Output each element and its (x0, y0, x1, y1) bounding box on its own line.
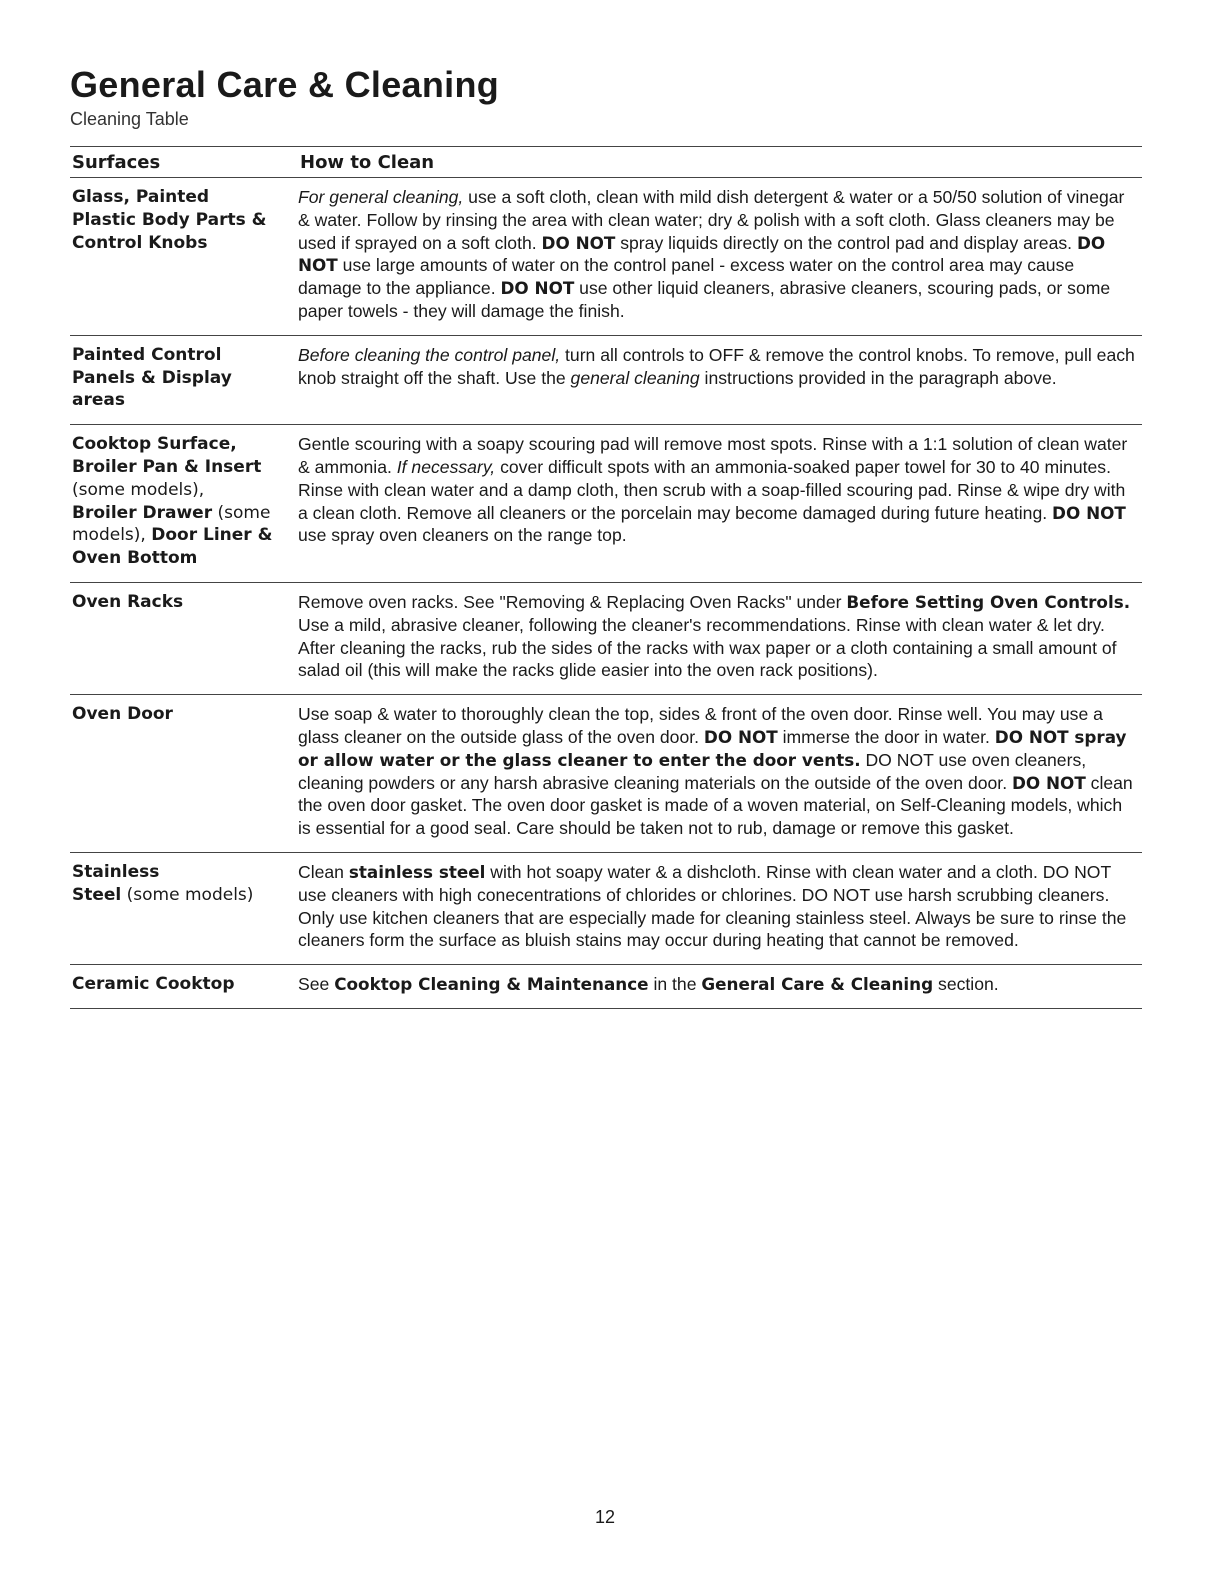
cleaning-table (70, 146, 1142, 1009)
text-segment: Door Liner & (151, 525, 273, 546)
surface-cell (70, 973, 298, 996)
text-segment: Broiler Pan & Insert (72, 456, 262, 477)
text-segment: use large amounts of water on the control panel - excess water on the control area may cause damage to the appliance. (298, 255, 1075, 299)
text-segment: immerse the door in water. (777, 726, 995, 747)
text-segment: Remove oven racks. See "Removing & Replacing Oven Racks" under (298, 591, 847, 612)
text-segment: Cooktop Surface, (72, 434, 237, 455)
table-row (70, 695, 1142, 853)
text-segment: turn all controls to OFF & remove the control knobs. To remove, pull each knob straight off the shaft. Use the (298, 344, 1135, 388)
text-segment: General Care & Cleaning (701, 974, 934, 995)
table-row (70, 336, 1142, 425)
text-segment: instructions provided in the paragraph above. (699, 367, 1057, 388)
text-segment: Gentle scouring with a soapy scouring pad will remove most spots. Rinse with a 1:1 solution of clean water & ammonia. (298, 434, 1128, 477)
table-row (70, 965, 1142, 1009)
text-segment: Painted Control (72, 344, 222, 365)
text-segment: (some (212, 502, 271, 523)
table-row (70, 178, 1142, 336)
text-segment: Glass, Painted (72, 187, 210, 207)
surface-cell (70, 433, 298, 570)
text-segment: Panels & Display (72, 367, 232, 388)
table-row (70, 425, 1142, 583)
text-segment: stainless steel (348, 861, 486, 882)
how-to-clean-cell (298, 591, 1142, 682)
text-segment: models), (72, 525, 152, 546)
text-segment: Steel (72, 884, 122, 905)
text-segment: Broiler Drawer (72, 502, 213, 523)
text-segment: clean the oven door gasket. The oven door gasket is made of a woven material, on Self-Cleaning models, which is essential for a good seal. Care should be taken not to rub, damage or remove this gasket. (298, 772, 1133, 839)
table-row (70, 583, 1142, 695)
text-segment: DO NOT (1052, 502, 1126, 523)
text-segment: Stainless (72, 861, 160, 882)
text-segment: in the (648, 974, 702, 995)
how-to-clean-cell (298, 973, 1142, 996)
page-subtitle: Cleaning Table (70, 109, 189, 129)
text-segment: general cleaning (570, 367, 700, 388)
text-segment: Oven Bottom (72, 548, 198, 569)
surface-cell (70, 591, 298, 682)
text-segment: See (298, 974, 335, 995)
text-segment: section. (933, 974, 999, 995)
text-segment: areas (72, 390, 125, 411)
text-segment: DO NOT use oven cleaners, cleaning powders or any harsh abrasive cleaning materials on the outside of the oven door. (298, 749, 1087, 793)
surface-cell (70, 703, 298, 840)
how-to-clean-cell (298, 344, 1142, 412)
text-segment: DO NOT spray or allow water or the glass cleaner to enter the door vents. (298, 726, 1127, 770)
text-segment: DO NOT (703, 726, 778, 747)
text-segment: Oven Door (72, 704, 173, 725)
text-segment: DO NOT (541, 232, 616, 253)
page-number: 12 (594, 1507, 616, 1527)
how-to-clean-cell (298, 186, 1142, 323)
text-segment: Before cleaning the control panel, (298, 344, 561, 365)
text-segment: For general cleaning, (298, 187, 464, 207)
text-segment: Use soap & water to thoroughly clean the top, sides & front of the oven door. Rinse well. You may use a glass cleaner on the outside glass of the oven door. (298, 704, 1103, 747)
table-body (70, 178, 1142, 1009)
text-segment: DO NOT (298, 232, 1106, 276)
text-segment: cover difficult spots with an ammonia-soaked paper towel for 30 to 40 minutes. Rinse with clean water and a damp cloth, then scrub with a soap-filled scouring pad. Rinse & wipe dry with a clean cloth. Remove all cleaners or the porcelain may become damaged during future heating. (298, 456, 1126, 523)
text-segment: spray liquids directly on the control pad and display areas. (615, 232, 1077, 253)
text-segment: DO NOT (1011, 772, 1086, 793)
header-how-to-clean: How to Clean (300, 151, 435, 173)
how-to-clean-cell (298, 433, 1142, 570)
how-to-clean-cell (298, 861, 1142, 952)
text-segment: Plastic Body Parts & (72, 209, 267, 230)
surface-cell (70, 344, 298, 412)
text-segment: Before Setting Oven Controls. (846, 591, 1131, 612)
table-header (70, 147, 1142, 178)
text-segment: Ceramic Cooktop (72, 974, 235, 995)
text-segment: use a soft cloth, clean with mild dish detergent & water or a 50/50 solution of vinegar & water. Follow by rinsing the area with clean water; dry & polish with a soft cloth. Glass cleaners may be used if sprayed on a soft cloth. (298, 187, 1125, 253)
text-segment: with hot soapy water & a dishcloth. Rinse with clean water and a cloth. DO NOT use cleaners with high conecentrations of chlorides or chlorines. DO NOT use harsh scrubbing cleaners. Only use kitchen cleaners that are especially made for cleaning stainless steel. Always be sure to rinse the cleaners form the surface as bluish stains may occur during heating that cannot be removed. (298, 861, 1127, 951)
text-segment: If necessary, (396, 456, 496, 477)
surface-cell (70, 186, 298, 323)
header-surfaces: Surfaces (72, 151, 161, 173)
page-title: General Care & Cleaning (70, 64, 500, 105)
how-to-clean-cell (298, 703, 1142, 840)
text-segment: DO NOT (500, 278, 575, 299)
text-segment: use spray oven cleaners on the range top. (298, 525, 627, 546)
text-segment: Use a mild, abrasive cleaner, following the cleaner's recommendations. Rinse with clean water & let dry. After cleaning the racks, rub the sides of the racks with wax paper or a cloth containing a small amount of salad oil (this will make the racks glide easier into the oven rack positions). (298, 614, 1117, 681)
text-segment: (some models) (121, 884, 254, 905)
text-segment: Clean (298, 861, 349, 882)
text-segment: Oven Racks (72, 591, 184, 612)
table-row (70, 853, 1142, 965)
text-segment: Control Knobs (72, 232, 208, 253)
text-segment: (some models), (72, 479, 205, 500)
surface-cell (70, 861, 298, 952)
text-segment: use other liquid cleaners, abrasive cleaners, scouring pads, or some paper towels - they will damage the finish. (298, 278, 1111, 321)
text-segment: Cooktop Cleaning & Maintenance (334, 974, 649, 995)
